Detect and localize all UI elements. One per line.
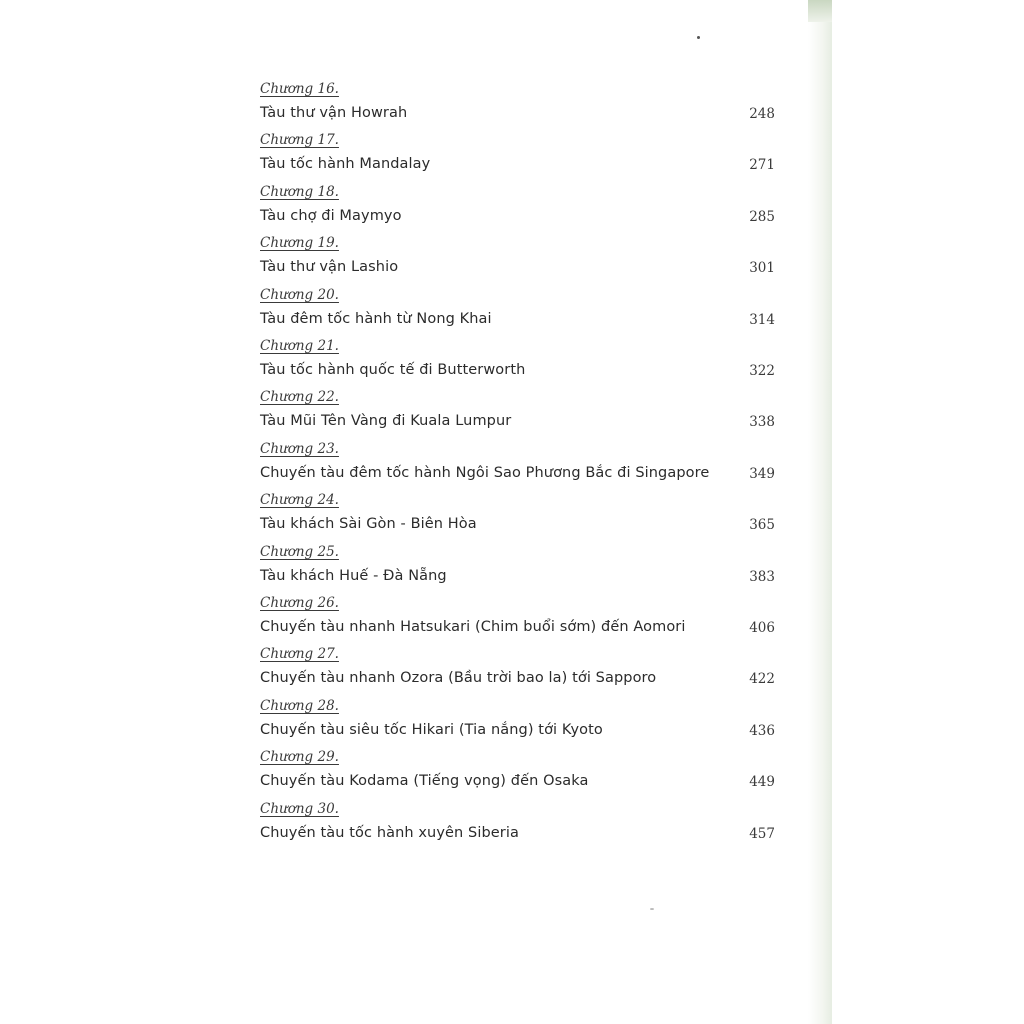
chapter-title: Tàu chợ đi Maymyo [260, 207, 402, 224]
chapter-title: Chuyến tàu tốc hành xuyên Siberia [260, 824, 519, 841]
chapter-title: Tàu thư vận Howrah [260, 105, 408, 121]
chapter-heading: Chương 29. [260, 749, 339, 766]
chapter-heading: Chương 19. [260, 235, 339, 252]
page-number: 406 [749, 620, 775, 636]
page-number: 449 [749, 774, 775, 791]
chapter-title: Chuyến tàu Kodama (Tiếng vọng) đến Osaka [260, 773, 589, 790]
page-number: 457 [749, 825, 775, 842]
chapter-title: Chuyến tàu đêm tốc hành Ngôi Sao Phương Bắc đi Singapore [260, 464, 710, 481]
chapter-heading: Chương 17. [260, 132, 339, 149]
chapter-heading: Chương 21. [260, 338, 339, 354]
chapter-title: Tàu Mũi Tên Vàng đi Kuala Lumpur [260, 413, 512, 430]
chapter-heading: Chương 16. [260, 81, 339, 97]
chapter-title: Chuyến tàu nhanh Hatsukari (Chim buổi sớm) đến Aomori [260, 619, 686, 635]
page-number: 349 [749, 465, 775, 482]
chapter-heading: Chương 18. [260, 183, 339, 200]
page-number: 383 [749, 568, 775, 585]
chapter-heading: Chương 22. [260, 389, 339, 406]
chapter-title: Tàu tốc hành Mandalay [260, 156, 431, 173]
chapter-title: Chuyến tàu siêu tốc Hikari (Tia nắng) tới Kyoto [260, 721, 603, 738]
chapter-title: Tàu thư vận Lashio [260, 259, 399, 276]
chapter-title: Chuyến tàu nhanh Ozora (Bầu trời bao la) tới Sapporo [260, 670, 657, 687]
page-number: 314 [749, 311, 775, 328]
page-number: 365 [749, 517, 775, 534]
page-number: 322 [749, 363, 775, 379]
chapter-title: Tàu khách Sài Gòn - Biên Hòa [260, 516, 477, 533]
chapter-heading: Chương 26. [260, 595, 339, 611]
page-number: 271 [749, 157, 775, 174]
chapter-heading: Chương 23. [260, 440, 339, 457]
chapter-heading: Chương 20. [260, 286, 339, 303]
chapter-heading: Chương 25. [260, 543, 339, 560]
chapter-heading: Chương 24. [260, 492, 339, 509]
page-number: 248 [749, 106, 775, 122]
chapter-heading: Chương 28. [260, 697, 339, 714]
page-number: 436 [749, 722, 775, 739]
chapter-title: Tàu đêm tốc hành từ Nong Khai [260, 310, 492, 327]
page-number: 422 [749, 671, 775, 688]
chapter-title: Tàu tốc hành quốc tế đi Butterworth [260, 362, 526, 378]
chapter-title: Tàu khách Huế - Đà Nẵng [260, 567, 447, 584]
chapter-heading: Chương 30. [260, 800, 339, 817]
page-number: 285 [749, 208, 775, 225]
page-number: 301 [749, 260, 775, 277]
page-number: 338 [749, 414, 775, 431]
chapter-heading: Chương 27. [260, 646, 339, 663]
